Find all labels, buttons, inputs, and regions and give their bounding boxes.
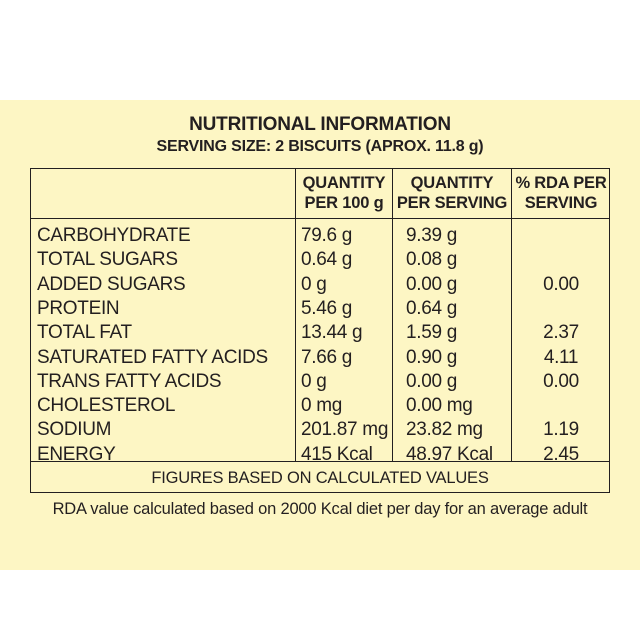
rda-percent: 4.11 <box>543 346 579 368</box>
qty-per-100g: 13.44 g <box>301 322 363 344</box>
table-row <box>31 346 609 370</box>
rda-percent: 2.45 <box>543 443 579 465</box>
table-row <box>31 224 609 248</box>
nutrition-table <box>30 168 610 493</box>
rda-percent: 0.00 <box>543 370 579 392</box>
header-qty-per-100g: QUANTITY PER 100 g <box>302 174 386 212</box>
table-row <box>31 248 609 272</box>
qty-per-100g: 5.46 g <box>301 297 353 319</box>
nutrient-name: ENERGY <box>37 443 116 465</box>
header-divider <box>31 218 609 219</box>
table-row <box>31 443 609 467</box>
table-row <box>31 370 609 394</box>
qty-per-100g: 0 g <box>301 370 327 392</box>
nutrient-name: ADDED SUGARS <box>37 273 186 295</box>
serving-size: SERVING SIZE: 2 BISCUITS (APROX. 11.8 g) <box>156 138 484 155</box>
nutrient-name: TOTAL SUGARS <box>37 249 178 271</box>
nutrient-name: SODIUM <box>37 419 112 441</box>
rda-percent: 2.37 <box>543 322 579 344</box>
qty-per-100g: 0.64 g <box>301 249 353 271</box>
qty-per-serving: 0.00 g <box>406 370 458 392</box>
qty-per-serving: 0.08 g <box>406 249 458 271</box>
rda-percent: 0.00 <box>543 273 579 295</box>
nutrient-name: TRANS FATTY ACIDS <box>37 370 222 392</box>
qty-per-100g: 201.87 mg <box>301 419 389 441</box>
qty-per-100g: 0 g <box>301 273 327 295</box>
nutrient-name: PROTEIN <box>37 297 120 319</box>
qty-per-serving: 0.90 g <box>406 346 458 368</box>
nutrient-name: CARBOHYDRATE <box>37 225 191 246</box>
table-row <box>31 297 609 321</box>
rda-percent: 1.19 <box>543 419 579 441</box>
qty-per-100g: 7.66 g <box>301 346 353 368</box>
table-row <box>31 394 609 418</box>
qty-per-100g: 79.6 g <box>301 225 353 246</box>
rda-note: RDA value calculated based on 2000 Kcal diet per day for an average adult <box>52 500 588 518</box>
table-row <box>31 321 609 345</box>
footer-divider <box>31 461 609 462</box>
qty-per-100g: 415 Kcal <box>301 443 373 465</box>
qty-per-serving: 23.82 mg <box>406 419 483 441</box>
header-rda-per-serving: % RDA PER SERVING <box>515 174 607 212</box>
nutrient-name: TOTAL FAT <box>37 322 132 344</box>
table-row <box>31 418 609 442</box>
footer-text: FIGURES BASED ON CALCULATED VALUES <box>151 469 489 487</box>
qty-per-100g: 0 mg <box>301 395 343 417</box>
nutrient-name: SATURATED FATTY ACIDS <box>37 346 268 368</box>
qty-per-serving: 0.64 g <box>406 297 458 319</box>
nutrition-label <box>0 100 640 570</box>
label-title: NUTRITIONAL INFORMATION <box>189 114 451 135</box>
qty-per-serving: 1.59 g <box>406 322 458 344</box>
nutrient-name: CHOLESTEROL <box>37 395 176 417</box>
table-row <box>31 273 609 297</box>
header-qty-per-serving: QUANTITY PER SERVING <box>396 174 508 212</box>
qty-per-serving: 48.97 Kcal <box>406 443 493 465</box>
qty-per-serving: 0.00 g <box>406 273 458 295</box>
qty-per-serving: 0.00 mg <box>406 395 473 417</box>
qty-per-serving: 9.39 g <box>406 225 458 246</box>
